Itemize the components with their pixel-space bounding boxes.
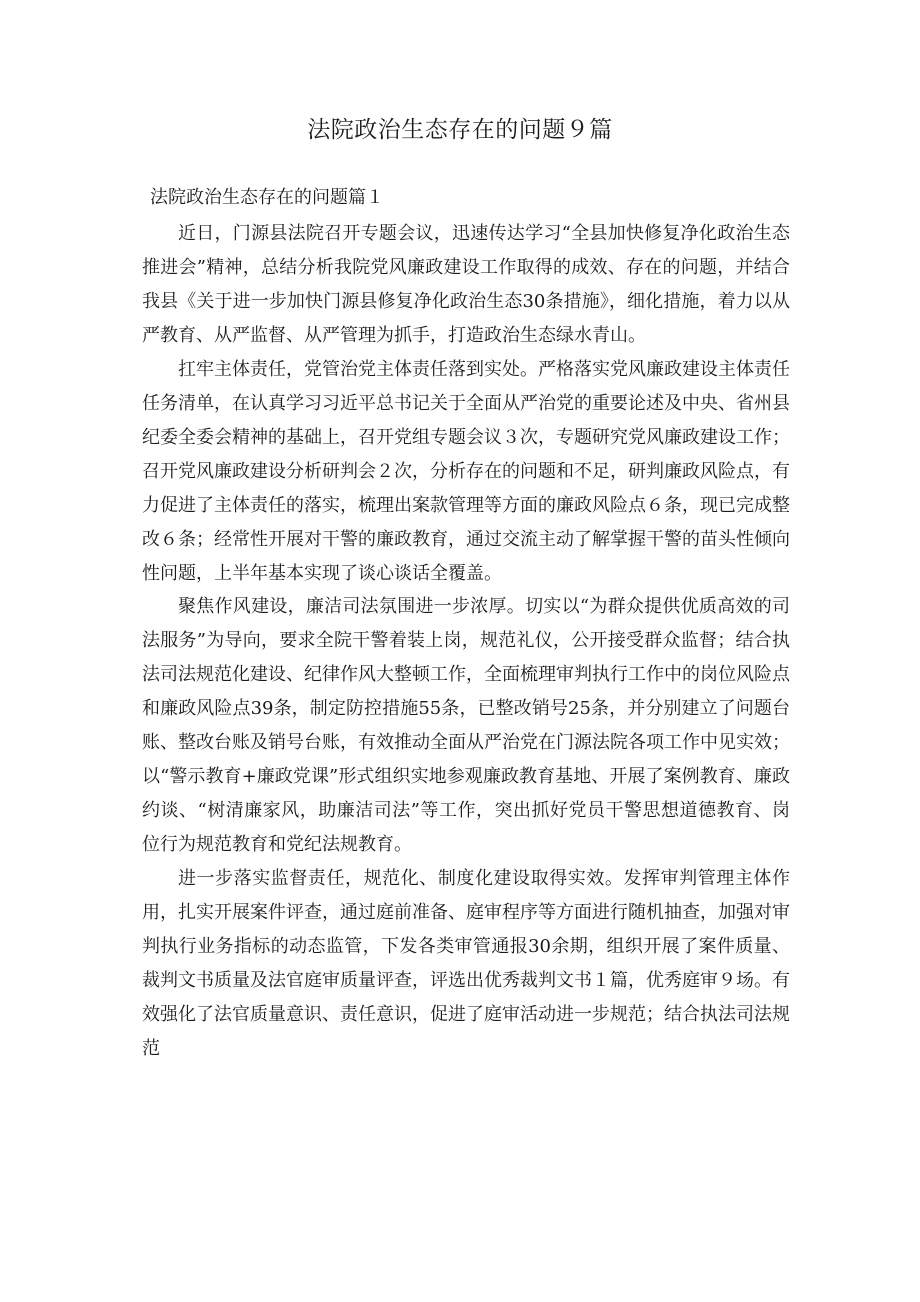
document-title: 法院政治生态存在的问题９篇	[307, 117, 613, 143]
paragraph: 进一步落实监督责任，规范化、制度化建设取得实效。发挥审判管理主体作用，扎实开展案件评查，通过庭前准备、庭审程序等方面进行随机抽查，加强对审判执行业务指标的动态监管，下发各类审管通报30余期，组织开展了案件质量、裁判文书质量及法官庭审质量评查，评选出优秀裁判文书１篇，优秀庭审９场。有效强化了法官质量意识、责任意识，促进了庭审活动进一步规范；结合执法司法规范	[142, 868, 790, 1059]
paragraph: 聚焦作风建设，廉洁司法氛围进一步浓厚。切实以“为群众提供优质高效的司法服务”为导向，要求全院干警着装上岗，规范礼仪，公开接受群众监督；结合执法司法规范化建设、纪律作风大整顿工作，全面梳理审判执行工作中的岗位风险点和廉政风险点39条，制定防控措施55条，已整改销号25条，并分别建立了问题台账、整改台账及销号台账，有效推动全面从严治党在门源法院各项工作中见实效；以“警示教育+廉政党课”形式组织实地参观廉政教育基地、开展了案例教育、廉政约谈、“树清廉家风，助廉洁司法”等工作，突出抓好党员干警思想道德教育、岗位行为规范教育和党纪法规教育。	[142, 596, 790, 856]
paragraph: 近日，门源县法院召开专题会议，迅速传达学习“全县加快修复净化政治生态推进会”精神，总结分析我院党风廉政建设工作取得的成效、存在的问题，并结合我县《关于进一步加快门源县修复净化政治生态30条措施》，细化措施，着力以从严教育、从严监督、从严管理为抓手，打造政治生态绿水青山。	[142, 223, 790, 346]
paragraph: 扛牢主体责任，党管治党主体责任落到实处。严格落实党风廉政建设主体责任任务清单，在认真学习习近平总书记关于全面从严治党的重要论述及中央、省州县纪委全委会精神的基础上，召开党组专题会议３次，专题研究党风廉政建设工作；召开党风廉政建设分析研判会２次，分析存在的问题和不足，研判廉政风险点，有力促进了主体责任的落实，梳理出案款管理等方面的廉政风险点６条，现已完成整改６条；经常性开展对干警的廉政教育，通过交流主动了解掌握干警的苗头性倾向性问题，上半年基本实现了谈心谈话全覆盖。	[142, 358, 790, 584]
section-heading: 法院政治生态存在的问题篇１	[150, 187, 384, 208]
document-body	[142, 217, 790, 1066]
